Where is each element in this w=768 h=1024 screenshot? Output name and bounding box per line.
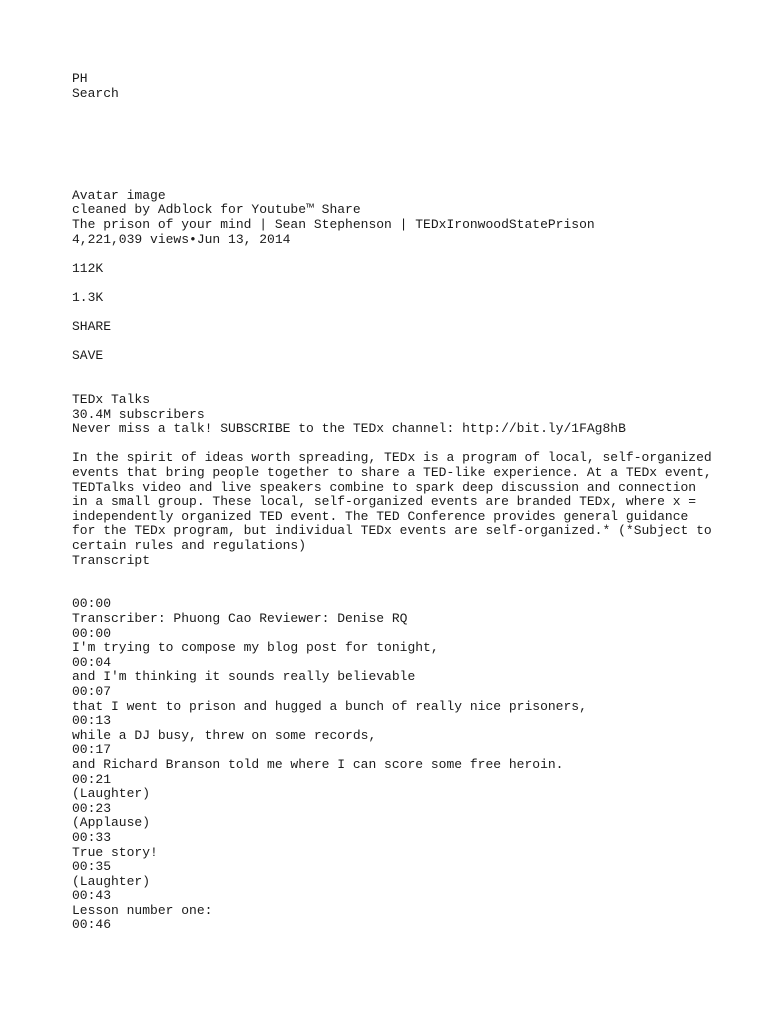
transcript-text: and I'm thinking it sounds really believable — [72, 669, 416, 685]
transcript-text: Transcriber: Phuong Cao Reviewer: Denise RQ — [72, 611, 408, 626]
video-info — [72, 189, 712, 364]
search-link[interactable]: Search — [72, 85, 119, 101]
transcript-entry — [72, 889, 712, 918]
transcript-text: while a DJ busy, threw on some records, — [72, 727, 377, 743]
transcript-timestamp[interactable]: 00:17 — [72, 742, 112, 758]
transcript-timestamp[interactable]: 00:04 — [72, 654, 112, 670]
transcript-entry — [72, 860, 712, 889]
video-views-date: 4,221,039 views•Jun 13, 2014 — [72, 231, 291, 247]
spacer — [72, 101, 712, 189]
transcript-timestamp[interactable]: 00:35 — [72, 859, 112, 875]
transcript-text: I'm trying to compose my blog post for tonight, — [72, 640, 439, 656]
transcript-label[interactable]: Transcript — [72, 552, 151, 568]
share-button[interactable]: SHARE — [72, 319, 112, 335]
channel-info — [72, 393, 712, 568]
transcript-timestamp[interactable]: 00:07 — [72, 683, 112, 699]
transcript-text: (Laughter) — [72, 873, 151, 889]
transcript-entry — [72, 831, 712, 860]
transcript-timestamp[interactable]: 00:46 — [72, 917, 112, 933]
transcript-timestamp[interactable]: 00:43 — [72, 888, 112, 904]
transcript-entry — [72, 802, 712, 831]
adblock-share-text[interactable]: cleaned by Adblock for Youtube™ Share — [72, 202, 361, 218]
transcript-timestamp[interactable]: 00:00 — [72, 596, 112, 612]
transcript-timestamp[interactable]: 00:00 — [72, 625, 112, 641]
transcript-text: that I went to prison and hugged a bunch of really nice prisoners, — [72, 698, 587, 714]
channel-subscribers: 30.4M subscribers — [72, 406, 205, 422]
video-description: In the spirit of ideas worth spreading, TEDx is a program of local, self-organized events that bring people together to share a TED-like experience. At a TEDx event, TEDTalks video and live speakers combine to spark deep discussion and connection in a small group. These local, self-organized events are branded TEDx, where x = independently organized TED event. The TED Conference provides general guidance for the TEDx program, but individual TEDx events are self-organized.* (*Subject to certain rules and regulations) — [72, 450, 712, 554]
transcript-entry — [72, 685, 712, 714]
avatar-image-alt[interactable]: Avatar image — [72, 187, 166, 203]
video-title: The prison of your mind | Sean Stephenson | TEDxIronwoodStatePrison — [72, 216, 595, 232]
transcript-text: Lesson number one: — [72, 902, 213, 918]
transcript-timestamp[interactable]: 00:13 — [72, 713, 112, 729]
save-button[interactable]: SAVE — [72, 348, 104, 364]
like-button[interactable]: 112K — [72, 260, 104, 276]
transcript-text: (Applause) — [72, 815, 151, 831]
transcript-entry — [72, 743, 712, 772]
transcript-entry — [72, 918, 712, 933]
transcript-text: (Laughter) — [72, 786, 151, 802]
transcript-entry — [72, 656, 712, 685]
transcript-list — [72, 597, 712, 933]
transcript-timestamp[interactable]: 00:33 — [72, 829, 112, 845]
transcript-text: True story! — [72, 844, 158, 860]
site-logo-link[interactable]: PH — [72, 71, 88, 86]
transcript-entry — [72, 773, 712, 802]
transcript-entry — [72, 627, 712, 656]
transcript-timestamp[interactable]: 00:23 — [72, 800, 112, 816]
transcript-entry — [72, 597, 712, 626]
header — [72, 72, 712, 101]
transcript-text: and Richard Branson told me where I can score some free heroin. — [72, 756, 564, 772]
channel-name-link[interactable]: TEDx Talks — [72, 392, 151, 408]
dislike-button[interactable]: 1.3K — [72, 289, 104, 305]
transcript-timestamp[interactable]: 00:21 — [72, 771, 112, 787]
page-content — [72, 72, 712, 933]
transcript-entry — [72, 714, 712, 743]
channel-tagline: Never miss a talk! SUBSCRIBE to the TEDx channel: http://bit.ly/1FAg8hB — [72, 421, 626, 437]
